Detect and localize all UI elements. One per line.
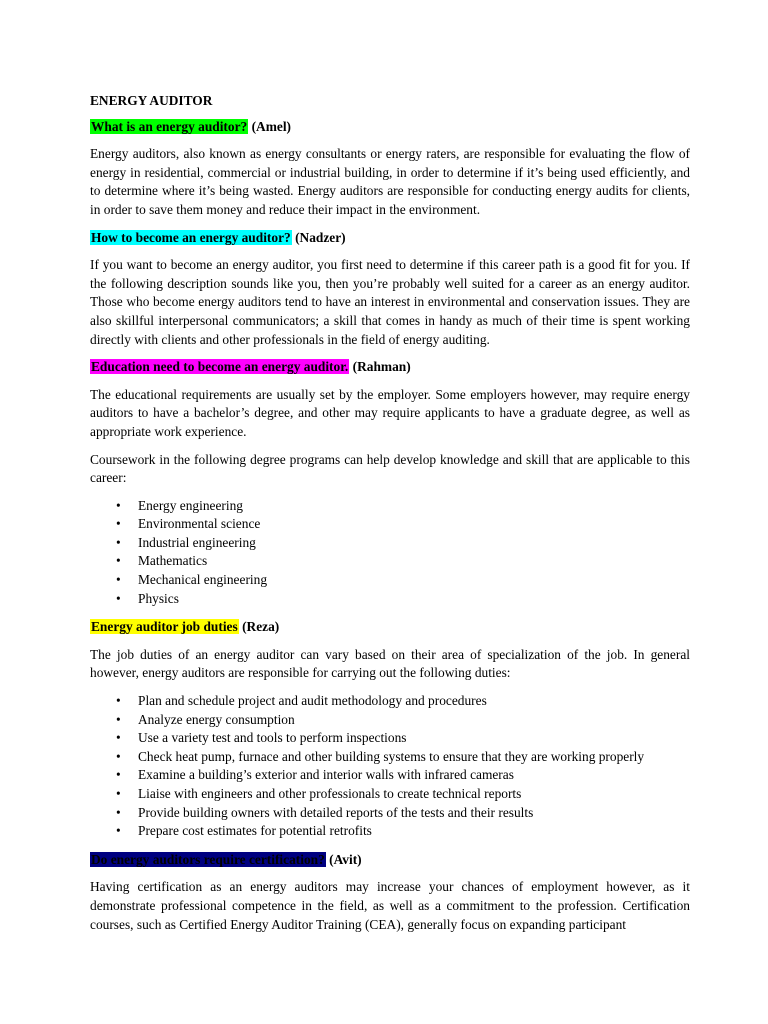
paragraph: Coursework in the following degree programs can help develop knowledge and skill that are applicable to this career:	[90, 451, 690, 486]
section-heading	[90, 851, 690, 870]
list-item: • Mathematics	[90, 552, 690, 571]
paragraph: The educational requirements are usually set by the employer. Some employers however, may require energy auditors to have a bachelor’s degree, and other may require applicants to have a graduate degree, as well as appropriate work experience.	[90, 386, 690, 439]
section-author: (Reza)	[242, 619, 280, 635]
section-how-to-become	[90, 229, 690, 350]
section-heading	[90, 229, 690, 248]
list-item: • Analyze energy consumption	[90, 711, 690, 730]
section-job-duties	[90, 618, 690, 841]
paragraph: Having certification as an energy auditors may increase your chances of employment however, as it demonstrate professional competence in the field, as well as a commitment to the profession. Certification courses, such as Certified Energy Auditor Training (CEA), generally focus on expanding participant	[90, 879, 690, 932]
section-heading	[90, 118, 690, 137]
highlighted-heading-text: What is an energy auditor?	[91, 118, 248, 134]
list-item: • Liaise with engineers and other professionals to create technical reports	[90, 785, 690, 804]
section-education	[90, 358, 690, 608]
list-item: • Energy engineering	[90, 497, 690, 516]
highlighted-heading-text: Education need to become an energy auditor.	[91, 359, 349, 375]
section-author: (Nadzer)	[295, 229, 346, 245]
list-item: • Check heat pump, furnace and other building systems to ensure that they are working properly	[90, 748, 690, 767]
job-duties-list	[90, 692, 690, 841]
section-author: (Avit)	[329, 851, 362, 867]
list-item: • Prepare cost estimates for potential retrofits	[90, 822, 690, 841]
section-author: (Amel)	[251, 118, 292, 134]
degree-programs-list	[90, 497, 690, 609]
paragraph: The job duties of an energy auditor can vary based on their area of specialization of the job. In general however, energy auditors are responsible for carrying out the following duties:	[90, 646, 690, 681]
list-item: • Mechanical engineering	[90, 571, 690, 590]
list-item: • Environmental science	[90, 515, 690, 534]
list-item: • Physics	[90, 590, 690, 609]
list-item: • Provide building owners with detailed reports of the tests and their results	[90, 804, 690, 823]
paragraph: If you want to become an energy auditor, you first need to determine if this career path is a good fit for you. If the following description sounds like you, then you’re probably well suited for a career as an energy auditor. Those who become energy auditors tend to have an interest in environmental and conservation issues. They are also skillful interpersonal communicators; a skill that comes in handy as much of their time is spent working directly with clients and other professionals in the field of energy auditing.	[90, 257, 690, 347]
section-heading	[90, 618, 690, 637]
highlighted-heading-text: Do energy auditors require certification?	[91, 851, 325, 867]
list-item: • Industrial engineering	[90, 534, 690, 553]
list-item: • Plan and schedule project and audit methodology and procedures	[90, 692, 690, 711]
section-author: (Rahman)	[352, 359, 411, 375]
section-heading	[90, 358, 690, 377]
section-what-is	[90, 118, 690, 220]
document-title: ENERGY AUDITOR	[90, 93, 213, 108]
highlighted-heading-text: Energy auditor job duties	[91, 619, 238, 635]
list-item: • Use a variety test and tools to perform inspections	[90, 729, 690, 748]
list-item: • Examine a building’s exterior and interior walls with infrared cameras	[90, 766, 690, 785]
highlighted-heading-text: How to become an energy auditor?	[91, 229, 291, 245]
section-certification	[90, 851, 690, 934]
paragraph: Energy auditors, also known as energy consultants or energy raters, are responsible for evaluating the flow of energy in residential, commercial or industrial building, in order to determine if it’s being used efficiently, and to determine where it’s being wasted. Energy auditors are responsible for conducting energy audits for clients, in order to save them money and reduce their impact in the environment.	[90, 146, 690, 217]
